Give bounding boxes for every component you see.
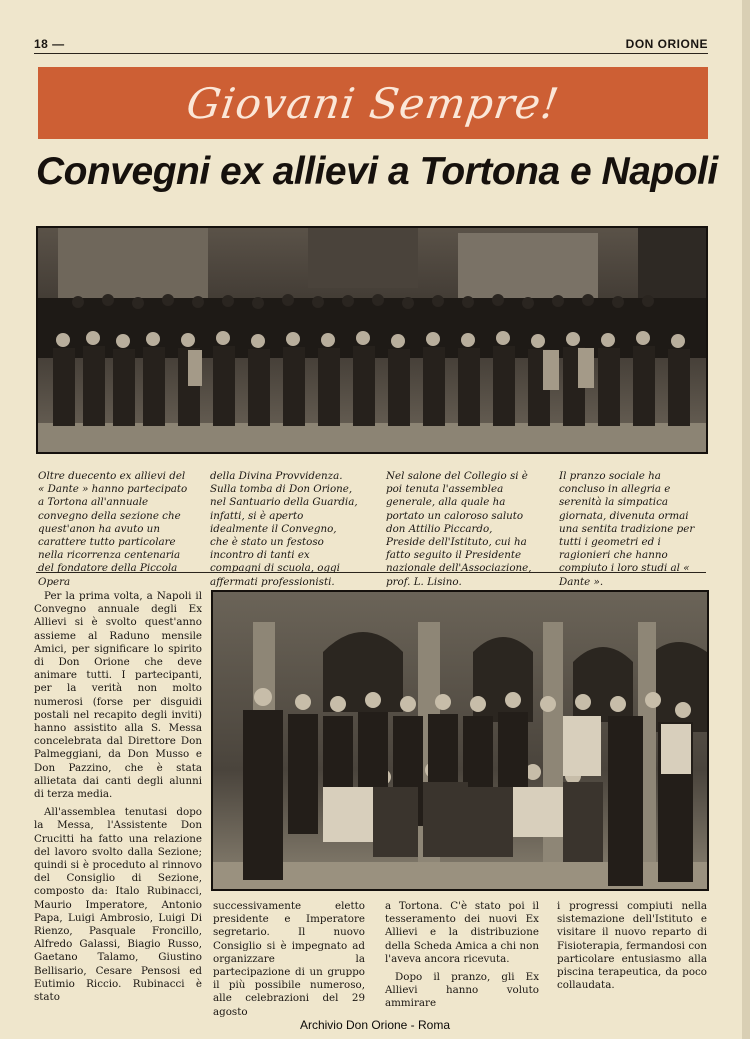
- article-headline: Convegni ex allievi a Tortona e Napoli: [36, 150, 718, 193]
- caption-col-3: Nel salone del Collegio si è poi tenuta l'assemblea generale, alla quale ha portato un caloroso saluto don Attilio Piccardo, Preside dell'Istituto, cui ha fatto seguito il Presidente nazionale dell'Associazione, prof. L. Lisino.: [386, 470, 532, 588]
- tortona-group-photo: [36, 226, 708, 454]
- article-column-bottom-1: [213, 900, 365, 1024]
- article-paragraph: All'assemblea tenutasi dopo la Messa, l'Assistente Don Crucitti ha fatto una relazione del lavoro svolto dalla Sezione; quindi si è proceduto al rinnovo del Consiglio di Sezione, composto da: Italo Rubinacci, Maurio Imperatore, Antonio Papa, Luigi Ambrosio, Luigi Di Rienzo, Pasquale Froncillo, Alfredo Galassi, Biagio Russo, Gaetano Talamo, Giustino Bellisario, Cesare Pensosi ed Eutimio Riccio. Rubinacci è stato: [34, 806, 202, 1004]
- article-paragraph: Dopo il pranzo, gli Ex Allievi hanno voluto ammirare: [385, 971, 539, 1010]
- page-number: 18 —: [34, 37, 65, 51]
- article-column-left: [34, 590, 202, 1009]
- section-divider: [36, 572, 706, 573]
- napoli-group-photo: [211, 590, 709, 891]
- caption-col-1: Oltre duecento ex allievi del « Dante » hanno partecipato a Tortona all'annuale convegno della sezione che quest'anon ha avuto un carattere tutto particolare nella ricorrenza centenaria del fondatore della Piccola Opera: [38, 470, 188, 588]
- caption-col-2: della Divina Provvidenza. Sulla tomba di Don Orione, nel Santuario della Guardia, infatti, si è aperto idealmente il Convegno, che è stato un festoso incontro di tanti ex compagni di scuola, oggi affermati professionisti.: [210, 470, 358, 588]
- tortona-photo-image: [38, 228, 706, 452]
- article-paragraph: i progressi compiuti nella sistemazione dell'Istituto e visitare il nuovo reparto di Fisioterapia, fermandosi con particolare entusiasmo alla piscina terapeutica, da poco collaudata.: [557, 900, 707, 992]
- article-column-bottom-2: [385, 900, 539, 1016]
- article-column-bottom-3: [557, 900, 707, 997]
- banner-title: Giovani Sempre!: [183, 78, 563, 128]
- napoli-photo-image: [213, 592, 707, 889]
- page-edge: [742, 0, 750, 1039]
- magazine-title: DON ORIONE: [625, 37, 708, 51]
- article-paragraph: a Tortona. C'è stato poi il tesseramento dei nuovi Ex Allievi e la distribuzione della Scheda Amica a chi non l'aveva ancora ricevuta.: [385, 900, 539, 965]
- archive-footer: Archivio Don Orione - Roma: [299, 1018, 451, 1032]
- header-rule: [34, 53, 708, 54]
- section-banner: [38, 67, 708, 139]
- caption-col-4: Il pranzo sociale ha concluso in allegria e serenità la simpatica giornata, divenuta ormai una sentita tradizione per tutti i geometri ed i ragionieri che hanno compiuto i loro studi al « Dante ».: [559, 470, 695, 588]
- article-paragraph: successivamente eletto presidente e Imperatore segretario. Il nuovo Consiglio si è impegnato ad organizzare la partecipazione di un gruppo il più possibile numeroso, alle celebrazioni del 29 agosto: [213, 900, 365, 1018]
- article-paragraph: Per la prima volta, a Napoli il Convegno annuale degli Ex Allievi si è svolto quest'anno assieme al Raduno mensile Amici, per significare lo spirito di Don Orione che deve animare tutti. I partecipanti, per la verità non molto numerosi (forse per disguidi postali nel recapito degli inviti) hanno assistito alla S. Messa concelebrata dal Direttore Don Palmeggiani, da Don Musso e Don Pazzino, che è stata allietata dai canti degli alunni di terza media.: [34, 590, 202, 801]
